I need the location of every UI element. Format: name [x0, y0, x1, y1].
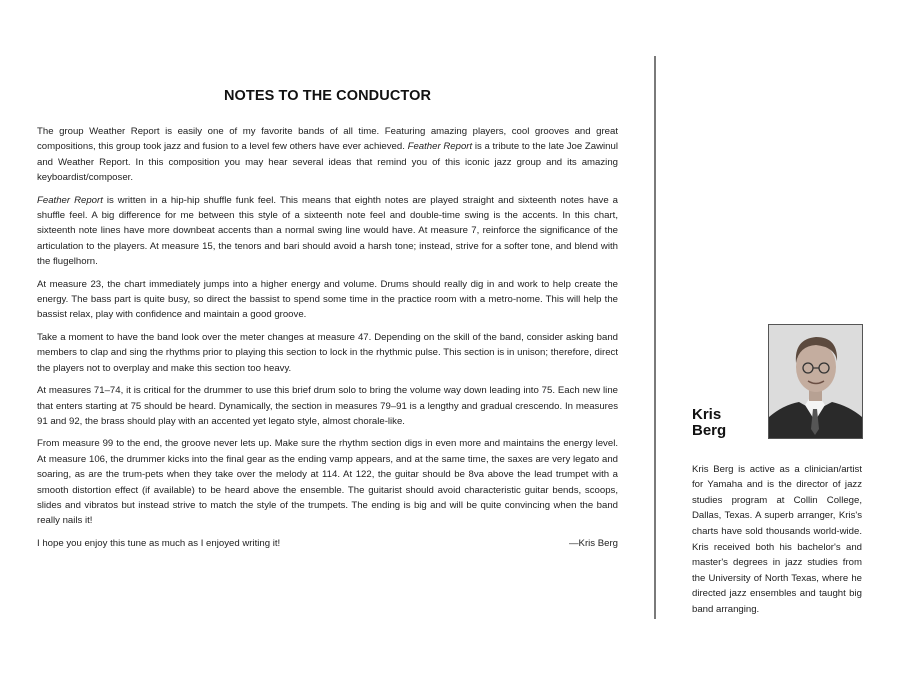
paragraph-measure-99: From measure 99 to the end, the groove never lets up. Make sure the rhythm section digs in even more and maintains the energy level. At measure 106, the drummer kicks into the final gear as the ending vamp appears, and at the same time, the saxes are very legato and soaring, as are the trum-pets when they take over the melody at 114. At 122, the guitar should be 8va above the lead trumpet with a smooth distortion effect (if available) to be heard above the ensemble. The guitarist should avoid characteristic guitar bends, scoops, slides and vibratos but instead strive to match the style of the trumpets. The ending is big and will be quite convincing when the band really nails it! — [37, 438, 618, 527]
author-bio: Kris Berg is active as a clinician/artist for Yamaha and is the director of jazz studies program at Collin College, Dallas, Texas. A superb arranger, Kris's charts have sold thousands world-wide. Kris received both his bachelor's and master's degrees in jazz studies from the University of North Texas, where he directed jazz ensembles and taught big band arranging. — [692, 463, 862, 615]
author-name — [692, 407, 726, 439]
conductor-notes — [37, 88, 618, 551]
author-last-name: Berg — [692, 422, 727, 439]
closing-line — [37, 536, 618, 551]
closing-text: I hope you enjoy this tune as much as I enjoyed writing it! — [37, 537, 281, 549]
paragraph-measure-47: Take a moment to have the band look over the meter changes at measure 47. Depending on the skill of the band, consider asking band members to clap and sing the rhythms prior to playing this section to lock in the rhythmic pulse. This section is in unison; therefore, direct the players not to overplay and make this section too heavy. — [37, 331, 618, 374]
paragraph-measure-23: At measure 23, the chart immediately jumps into a higher energy and volume. Drums should really dig in and work to help create the energy. The bass part is quite busy, so direct the bassist to spend some time in the practice room with a metro-nome. This will help the bassist relax, play with confidence and maintain a good groove. — [37, 278, 618, 321]
signature: —Kris Berg — [568, 537, 618, 549]
author-first-name: Kris — [692, 406, 722, 423]
paragraph-style: Feather Report is written in a hip-hip shuffle funk feel. This means that eighth notes are played straight and sixteenth notes have a shuffle feel. A big difference for me between this style of a sixteenth note feel and double-time swing is the accents. In this chart, sixteenth note lines have more downbeat accents than a normal swing line would have. At measure 7, reinforce the significance of the articulation to the players. At measure 15, the tenors and bari should avoid a harsh tone; instead, strive for a softer tone, and blend with the flugelhorn. — [37, 194, 618, 268]
portrait-image — [769, 325, 862, 438]
column-divider — [654, 56, 656, 619]
paragraph-measure-71: At measures 71–74, it is critical for the drummer to use this brief drum solo to bring the volume way down leading into 75. Each new line that enters starting at 75 should be heard. Dynamically, the section in measures 79–91 is a lengthy and gradual crescendo. In measures 91 and 92, the brass should play with an accented yet legato style, almost chorale-like. — [37, 385, 618, 427]
author-photo — [768, 324, 863, 439]
page-title: NOTES TO THE CONDUCTOR — [223, 88, 432, 104]
paragraph-intro: The group Weather Report is easily one of my favorite bands of all time. Featuring amazing players, cool grooves and great compositions, this group took jazz and fusion to a level few others have ever achieved. Feather Report is a tribute to the late Joe Zawinul and Weather Report. In this composition you may hear several ideas that remind you of this iconic jazz group and its amazing keyboardist/composer. — [37, 126, 618, 184]
